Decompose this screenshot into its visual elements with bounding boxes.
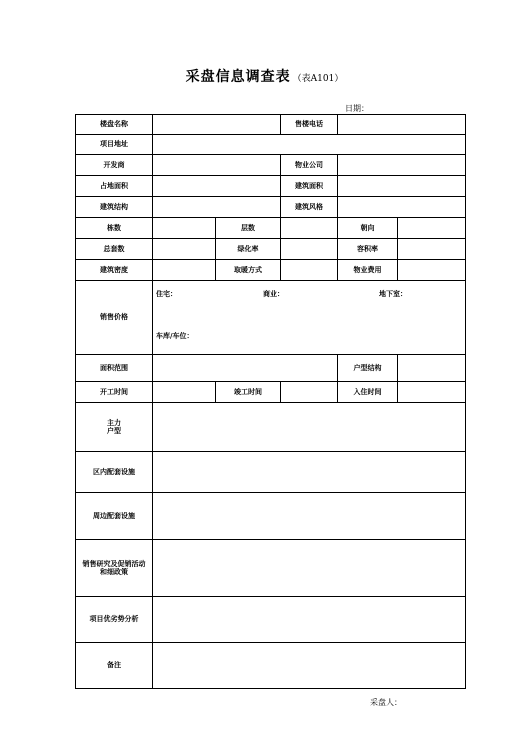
table-row [76,643,466,689]
table-row [76,115,466,135]
internal-facilities-label: 区内配套设施 [76,452,153,493]
table-row [76,403,466,452]
project-address-label: 项目地址 [76,135,153,155]
developer-field[interactable] [153,155,281,176]
remarks-field[interactable] [153,643,466,689]
greening-rate-field[interactable] [281,239,338,260]
area-range-label: 面积范围 [76,355,153,382]
sales-promotion-text: 销售研究及促销活动和细政策 [82,559,146,576]
floors-label: 层数 [216,218,281,239]
table-row [76,260,466,281]
building-area-field[interactable] [338,176,466,197]
sales-phone-label: 售楼电话 [281,115,338,135]
building-name-label: 楼盘名称 [76,115,153,135]
table-row [76,135,466,155]
table-row [76,197,466,218]
orientation-label: 朝向 [338,218,398,239]
completion-time-field[interactable] [281,382,338,403]
building-structure-label: 建筑结构 [76,197,153,218]
main-units-field[interactable] [153,403,466,452]
swot-field[interactable] [153,597,466,643]
internal-facilities-field[interactable] [153,452,466,493]
completion-time-label: 竣工时间 [216,382,281,403]
heating-method-field[interactable] [281,260,338,281]
area-range-field[interactable] [153,355,338,382]
plot-ratio-label: 容积率 [338,239,398,260]
table-row [76,281,466,355]
occupancy-time-label: 入住时间 [338,382,398,403]
form-title-block [0,66,529,86]
residence-label: 住宅： [156,290,177,298]
building-count-label: 栋数 [76,218,153,239]
building-area-label: 建筑面积 [281,176,338,197]
table-row [76,218,466,239]
land-area-label: 占地面积 [76,176,153,197]
total-households-label: 总套数 [76,239,153,260]
surrounding-facilities-label: 周边配套设施 [76,493,153,540]
building-name-field[interactable] [153,115,281,135]
building-count-field[interactable] [153,218,216,239]
unit-structure-field[interactable] [398,355,466,382]
survey-form-table [75,114,466,689]
plot-ratio-field[interactable] [398,239,466,260]
building-style-label: 建筑风格 [281,197,338,218]
table-row [76,176,466,197]
building-structure-field[interactable] [153,197,281,218]
date-label: 日期： [345,104,369,113]
main-units-text: 主力户型 [107,418,121,435]
developer-label: 开发商 [76,155,153,176]
property-fee-label: 物业费用 [338,260,398,281]
unit-structure-label: 户型结构 [338,355,398,382]
start-time-field[interactable] [153,382,216,403]
table-row [76,355,466,382]
form-title: 采盘信息调查表 [185,69,291,85]
main-units-label [76,403,153,452]
start-time-label: 开工时间 [76,382,153,403]
occupancy-time-field[interactable] [398,382,466,403]
remarks-label: 备注 [76,643,153,689]
table-row [76,493,466,540]
table-row [76,239,466,260]
building-density-label: 建筑密度 [76,260,153,281]
sales-price-label: 销售价格 [76,281,153,355]
commercial-label: 商业： [263,290,284,298]
sales-price-field[interactable] [153,281,466,355]
surrounding-facilities-field[interactable] [153,493,466,540]
property-company-label: 物业公司 [281,155,338,176]
swot-label: 项目优劣势分析 [76,597,153,643]
table-row [76,540,466,597]
table-row [76,452,466,493]
form-code: （表A101） [292,74,344,84]
property-fee-field[interactable] [398,260,466,281]
greening-rate-label: 绿化率 [216,239,281,260]
table-row [76,382,466,403]
floors-field[interactable] [281,218,338,239]
basement-label: 地下室： [379,290,407,298]
property-company-field[interactable] [338,155,466,176]
orientation-field[interactable] [398,218,466,239]
building-density-field[interactable] [153,260,216,281]
table-row [76,155,466,176]
sales-phone-field[interactable] [338,115,466,135]
table-row [76,597,466,643]
garage-label: 车库/车位： [156,332,194,340]
project-address-field[interactable] [153,135,466,155]
total-households-field[interactable] [153,239,216,260]
heating-method-label: 取暖方式 [216,260,281,281]
land-area-field[interactable] [153,176,281,197]
collector-label: 采盘人： [370,698,402,707]
sales-promotion-label [76,540,153,597]
building-style-field[interactable] [338,197,466,218]
sales-promotion-field[interactable] [153,540,466,597]
